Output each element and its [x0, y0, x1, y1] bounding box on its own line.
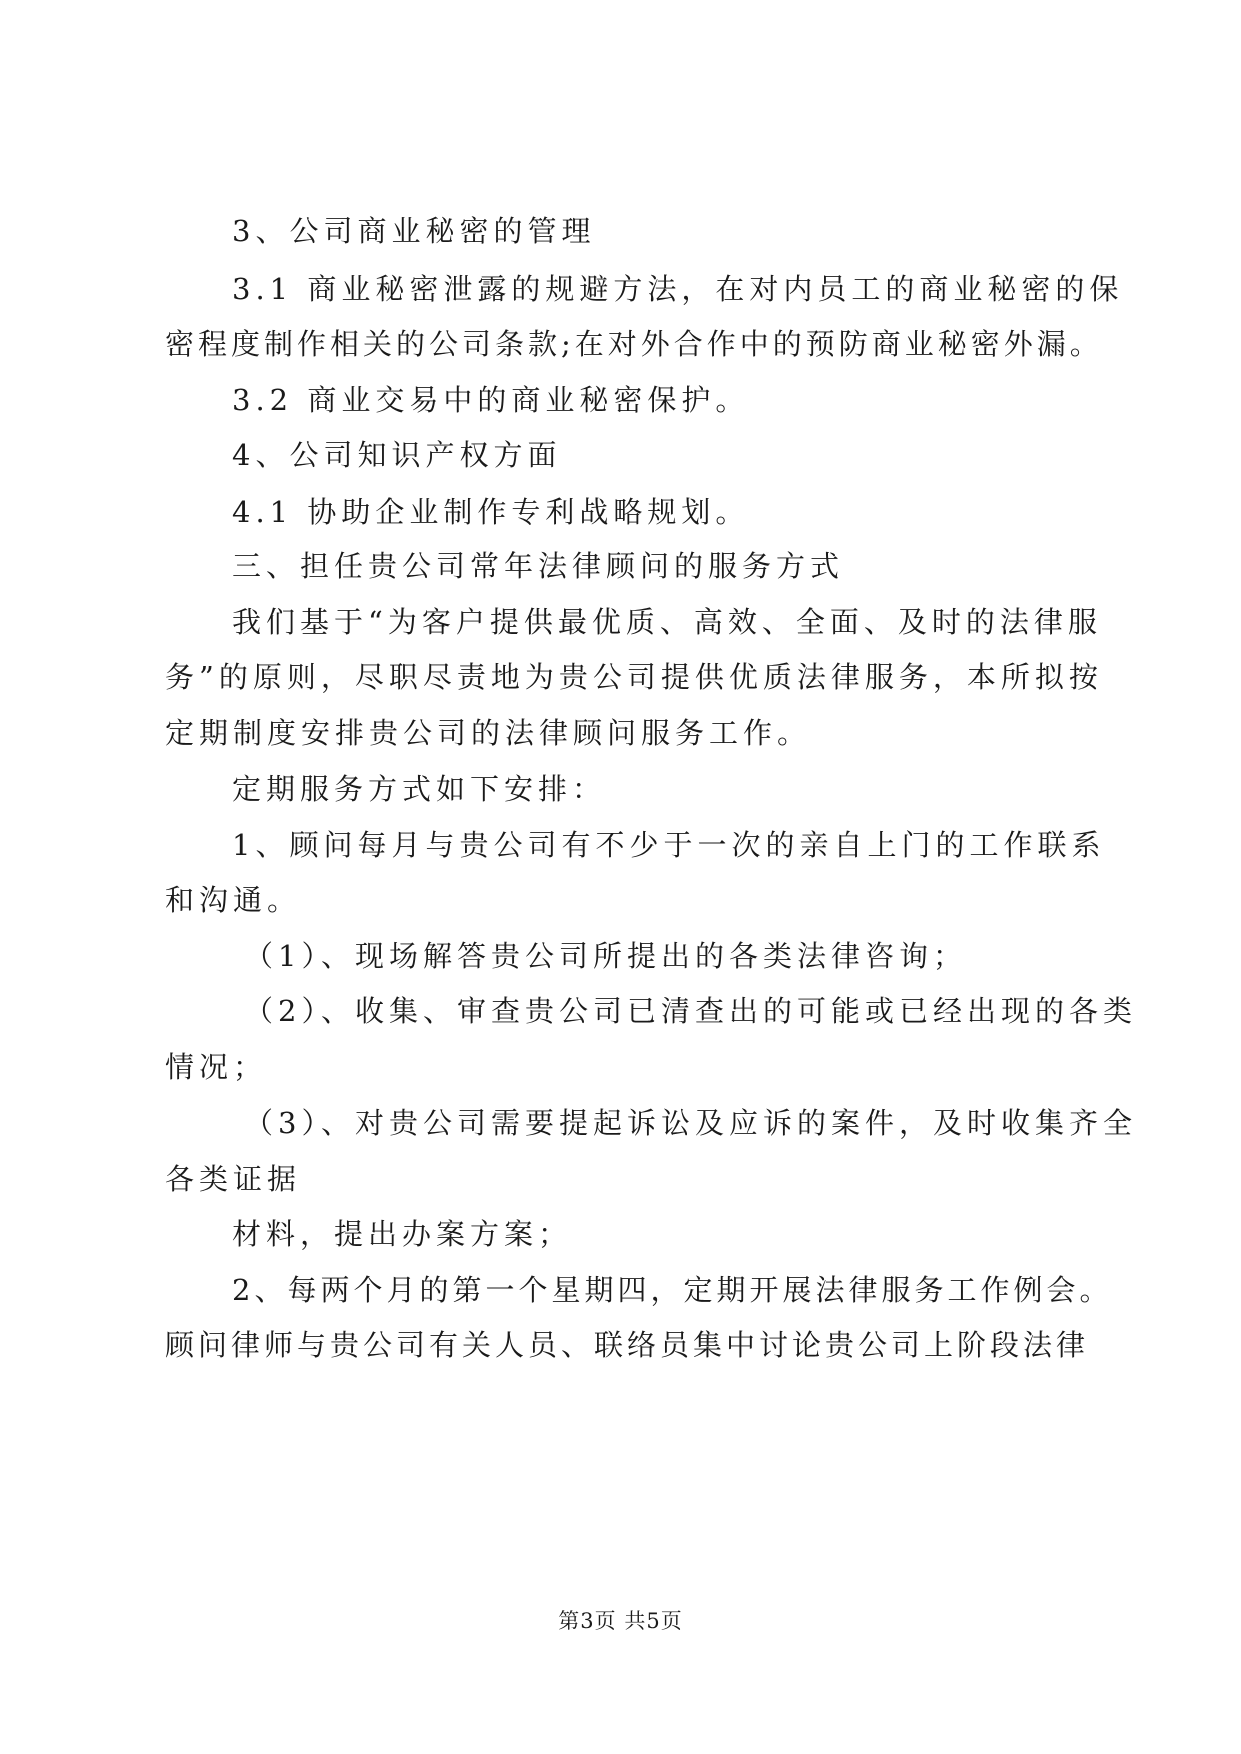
text-line: 3、公司商业秘密的管理	[232, 214, 596, 248]
text-line: 3.1 商业秘密泄露的规避方法，在对内员工的商业秘密的保	[232, 272, 1124, 306]
text-line: 2、每两个月的第一个星期四，定期开展法律服务工作例会。	[232, 1273, 1113, 1307]
text-line: 定期制度安排贵公司的法律顾问服务工作。	[165, 716, 812, 750]
text-line: 密程度制作相关的公司条款;在对外合作中的预防商业秘密外漏。	[165, 327, 1103, 361]
text-line: 各类证据	[165, 1162, 302, 1196]
text-line: 3.2 商业交易中的商业秘密保护。	[232, 383, 750, 417]
section-heading: 三、担任贵公司常年法律顾问的服务方式	[232, 549, 845, 583]
text-line: 4.1 协助企业制作专利战略规划。	[232, 495, 750, 529]
text-line: 我们基于“为客户提供最优质、高效、全面、及时的法律服	[232, 605, 1102, 639]
text-line: 1、顾问每月与贵公司有不少于一次的亲自上门的工作联系	[232, 828, 1106, 862]
text-line: （3）、对贵公司需要提起诉讼及应诉的案件，及时收集齐全	[244, 1106, 1137, 1140]
text-line: 务”的原则，尽职尽责地为贵公司提供优质法律服务，本所拟按	[165, 660, 1103, 694]
text-line: 和沟通。	[165, 883, 302, 917]
page-footer: 第3页 共5页	[558, 1609, 683, 1633]
text-line: 材料，提出办案方案；	[232, 1217, 573, 1251]
text-line: 定期服务方式如下安排：	[232, 772, 607, 806]
text-line: （1）、现场解答贵公司所提出的各类法律咨询；	[244, 939, 967, 973]
text-line: 情况；	[165, 1050, 268, 1084]
text-line: （2）、收集、审查贵公司已清查出的可能或已经出现的各类	[244, 994, 1137, 1028]
text-line: 顾问律师与贵公司有关人员、联络员集中讨论贵公司上阶段法律	[165, 1328, 1090, 1362]
text-line: 4、公司知识产权方面	[232, 438, 562, 472]
